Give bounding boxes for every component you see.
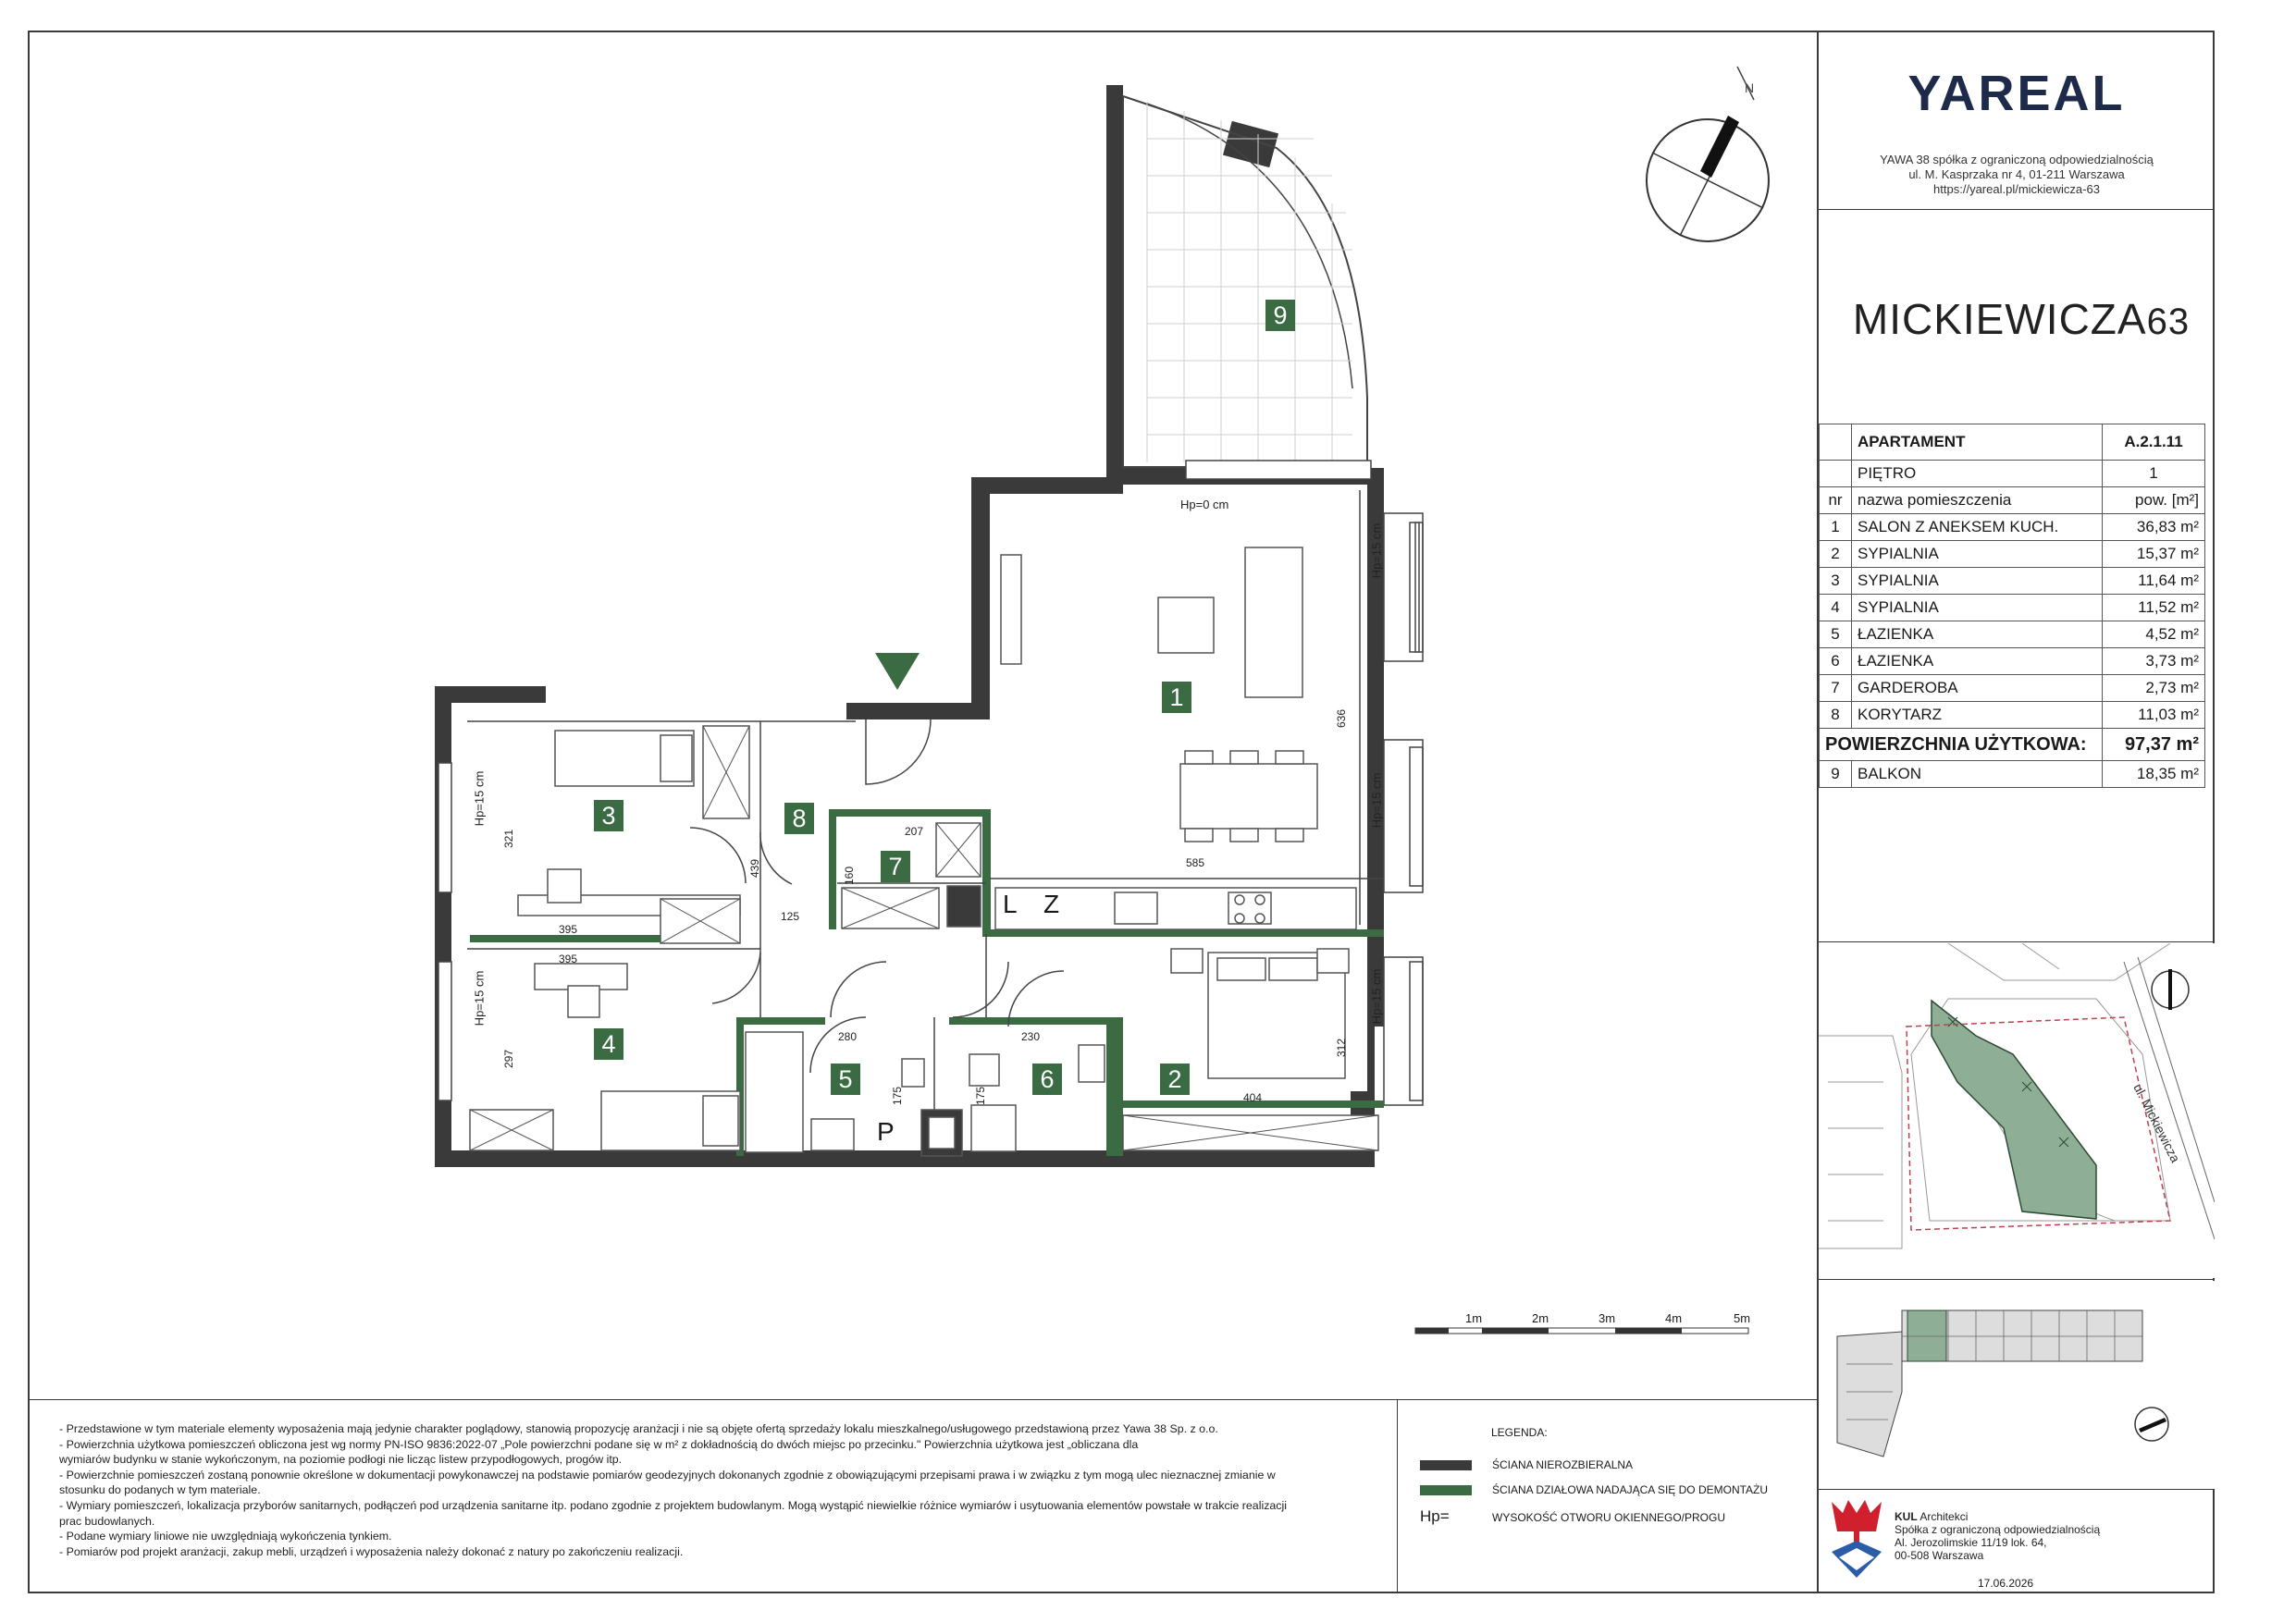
room-tag-4: 4 <box>594 1028 623 1060</box>
table-row <box>1820 595 2205 621</box>
table-row <box>1820 729 2205 761</box>
room-nr: 2 <box>1820 541 1852 568</box>
scale-label: 4m <box>1665 1311 1683 1325</box>
date: 17.06.2026 <box>1978 1577 2034 1590</box>
note-line: - Wymiary pomieszczeń, lokalizacja przyborów sanitarnych, podłączeń pod urządzenia sanitarne itp. podano zgodnie z projektem budowlanym. Mogą wystąpić niewielkie różnice wymiarów i usytuowania elementów powstałe w trakcie realizacji <box>59 1498 1287 1512</box>
dimension: 280 <box>838 1030 858 1043</box>
room-nr: 9 <box>1820 761 1852 788</box>
note-line: stosunku do podanych w tym materiale. <box>59 1483 261 1497</box>
fixture-label: Z <box>1043 890 1060 918</box>
architect-line: Spółka z ograniczoną odpowiedzialnością <box>1895 1523 2101 1536</box>
note-line: prac budowlanych. <box>59 1514 155 1528</box>
table-row <box>1820 487 2205 514</box>
room-area: 36,83 m² <box>2103 514 2205 541</box>
architect-name-bold: KUL <box>1895 1510 1918 1523</box>
dimension: 175 <box>891 1086 905 1106</box>
architect-name <box>1895 1510 2100 1523</box>
dimension: 395 <box>559 923 578 936</box>
room-nr: 4 <box>1820 595 1852 621</box>
note-line: - Podane wymiary liniowe nie uwzględniają wykończenia tynkiem. <box>59 1530 392 1543</box>
table-row <box>1820 648 2205 675</box>
room-tag-2: 2 <box>1160 1064 1190 1095</box>
architect-line: 00-508 Warszawa <box>1895 1549 1984 1562</box>
room-tag-6: 6 <box>1032 1064 1062 1095</box>
table-cell <box>1820 424 1852 461</box>
note-line: - Przedstawione w tym materiale elementy wyposażenia mają jedynie charakter poglądowy, stanowią propozycję aranżacji i nie są objęte ofertą sprzedaży lokalu mieszkalnego/usługowego przedstawioną przez Yawa 38 Sp. z o.o. <box>59 1422 1218 1435</box>
table-row <box>1820 761 2205 788</box>
architect-name-rest: Architekci <box>1917 1510 1969 1523</box>
room-nr: 5 <box>1820 621 1852 648</box>
room-tag-7: 7 <box>881 851 910 882</box>
room-area: 15,37 m² <box>2103 541 2205 568</box>
fixture-label: L <box>1003 890 1018 918</box>
hp-label: Hp=0 cm <box>1180 498 1229 511</box>
company-line: ul. M. Kasprzaka nr 4, 01-211 Warszawa <box>1908 167 2125 181</box>
scale-bar <box>1415 1328 1748 1334</box>
hp-label: Hp=15 cm <box>1369 968 1384 1025</box>
note-line: - Pomiarów pod projekt aranżacji, zakup mebli, urządzeń i wyposażenia należy dokonać z natury po zakończeniu realizacji. <box>59 1544 684 1558</box>
entry-arrow-icon <box>875 653 920 690</box>
room-tag-9: 9 <box>1265 300 1295 331</box>
total-label: POWIERZCHNIA UŻYTKOWA: <box>1820 729 2103 761</box>
partition-swatch <box>1420 1485 1472 1495</box>
project-name: MICKIEWICZA <box>1852 295 2147 343</box>
legend-text: ŚCIANA NIEROZBIERALNA <box>1492 1458 1634 1471</box>
room-area: 4,52 m² <box>2103 621 2205 648</box>
table-row <box>1820 702 2205 729</box>
room-tag-5: 5 <box>831 1064 860 1095</box>
total-area: 97,37 m² <box>2103 729 2205 761</box>
scale-label: 1m <box>1465 1311 1483 1325</box>
dimension: 160 <box>843 866 857 886</box>
legend-title: LEGENDA: <box>1491 1426 1548 1439</box>
load-bearing-swatch <box>1420 1460 1472 1470</box>
dimension: 175 <box>974 1086 988 1106</box>
table-row <box>1820 514 2205 541</box>
site-plan <box>1819 943 2215 1278</box>
project-number: 63 <box>2146 301 2191 342</box>
svg-text:N: N <box>1745 80 1755 95</box>
room-nr: 8 <box>1820 702 1852 729</box>
company-line: YAWA 38 spółka z ograniczoną odpowiedzialnością <box>1880 153 2154 166</box>
divider <box>1817 209 2215 210</box>
dimension: 312 <box>1335 1038 1349 1058</box>
hp-label: Hp=15 cm <box>1369 772 1384 829</box>
dimension: 230 <box>1021 1030 1041 1043</box>
company-line: https://yareal.pl/mickiewicza-63 <box>1933 182 2100 196</box>
apartment-label: APARTAMENT <box>1852 424 2103 461</box>
room-table <box>1819 424 2205 788</box>
table-row <box>1820 568 2205 595</box>
room-name: ŁAZIENKA <box>1852 621 2103 648</box>
architect-line: Al. Jerozolimskie 11/19 lok. 64, <box>1895 1536 2047 1549</box>
dimension: 125 <box>781 910 800 923</box>
room-name: SYPIALNIA <box>1852 595 2103 621</box>
dimension: 636 <box>1335 708 1349 729</box>
floor-label: PIĘTRO <box>1852 461 2103 487</box>
legend-text: ŚCIANA DZIAŁOWA NADAJĄCA SIĘ DO DEMONTAŻU <box>1492 1483 1769 1496</box>
col-header-area: pow. [m²] <box>2103 487 2205 514</box>
fixture-label: P <box>877 1117 895 1146</box>
room-area: 3,73 m² <box>2103 648 2205 675</box>
room-name: GARDEROBA <box>1852 675 2103 702</box>
room-name: SYPIALNIA <box>1852 568 2103 595</box>
legend-item <box>1420 1507 1725 1526</box>
room-area: 2,73 m² <box>2103 675 2205 702</box>
dimension: 585 <box>1186 856 1205 869</box>
room-nr: 3 <box>1820 568 1852 595</box>
legend-divider <box>1397 1399 1398 1593</box>
hp-label: Hp=15 cm <box>1369 523 1384 579</box>
architect-info <box>1895 1510 2100 1562</box>
dimension: 297 <box>502 1049 516 1069</box>
room-nr: 6 <box>1820 648 1852 675</box>
table-row <box>1820 461 2205 487</box>
room-name: KORYTARZ <box>1852 702 2103 729</box>
yareal-logo: YAREAL <box>1907 66 2126 121</box>
apartment-code: A.2.1.11 <box>2103 424 2205 461</box>
balcony-door <box>1186 461 1371 479</box>
room-tag-1: 1 <box>1162 682 1191 713</box>
legend-item <box>1420 1483 1768 1496</box>
hp-symbol: Hp= <box>1420 1507 1450 1525</box>
dimension: 207 <box>905 825 924 838</box>
company-info <box>1827 153 2206 197</box>
table-row <box>1820 675 2205 702</box>
note-line: wymiarów budynku w stanie wykończonym, na poziomie podłogi nie licząc listew przypodłogowych, progów itp. <box>59 1453 623 1467</box>
furniture <box>470 547 1378 1156</box>
room-tag-3: 3 <box>594 800 623 831</box>
col-header-nr: nr <box>1820 487 1852 514</box>
col-header-name: nazwa pomieszczenia <box>1852 487 2103 514</box>
room-tag-8: 8 <box>784 803 814 834</box>
room-nr: 7 <box>1820 675 1852 702</box>
scale-label: 5m <box>1734 1311 1751 1325</box>
scale-label: 3m <box>1599 1311 1616 1325</box>
notes-divider <box>28 1399 1817 1400</box>
legend-item <box>1420 1458 1633 1471</box>
note-line: - Powierzchnia użytkowa pomieszczeń obliczona jest wg normy PN-ISO 9836:2022-07 „Pole powierzchni podane się w m² z dokładnością do dwóch miejsc po przecinku." Powierzchnia użytkowa jest „obliczana dla <box>59 1437 1139 1451</box>
room-name: SYPIALNIA <box>1852 541 2103 568</box>
divider <box>1817 1279 2215 1280</box>
project-title <box>1836 294 2206 344</box>
divider <box>1817 941 2215 942</box>
table-row <box>1820 541 2205 568</box>
room-area: 18,35 m² <box>2103 761 2205 788</box>
table-row <box>1820 621 2205 648</box>
room-name: ŁAZIENKA <box>1852 648 2103 675</box>
table-row <box>1820 424 2205 461</box>
scale-label: 2m <box>1532 1311 1549 1325</box>
room-nr: 1 <box>1820 514 1852 541</box>
room-area: 11,64 m² <box>2103 568 2205 595</box>
dimension: 321 <box>502 829 516 849</box>
dimension: 404 <box>1243 1091 1263 1104</box>
floor-value: 1 <box>2103 461 2205 487</box>
dimension: 439 <box>748 858 762 879</box>
note-line: - Powierzchnie pomieszczeń zostaną ponownie określone w dokumentacji powykonawczej na podstawie pomiarów geodezyjnych dokonanych zgodnie z obowiązującymi przepisami prawa i w związku z tym mogą ulec nieznacznej zmianie w <box>59 1468 1276 1482</box>
table-cell <box>1820 461 1852 487</box>
room-name: SALON Z ANEKSEM KUCH. <box>1852 514 2103 541</box>
street-label: ul. Mickiewicza <box>2130 1081 2183 1165</box>
room-name: BALKON <box>1852 761 2103 788</box>
architect-logo-icon <box>1828 1496 1885 1580</box>
dimension: 395 <box>559 953 578 965</box>
divider <box>1817 1489 2215 1490</box>
north-compass-icon <box>1647 67 1769 241</box>
hp-label: Hp=15 cm <box>472 970 487 1027</box>
room-area: 11,03 m² <box>2103 702 2205 729</box>
notes <box>59 1421 1391 1559</box>
room-area: 11,52 m² <box>2103 595 2205 621</box>
building-key-plan <box>1819 1281 2215 1489</box>
hp-label: Hp=15 cm <box>472 770 487 827</box>
legend-text: WYSOKOŚĆ OTWORU OKIENNEGO/PROGU <box>1492 1511 1726 1524</box>
